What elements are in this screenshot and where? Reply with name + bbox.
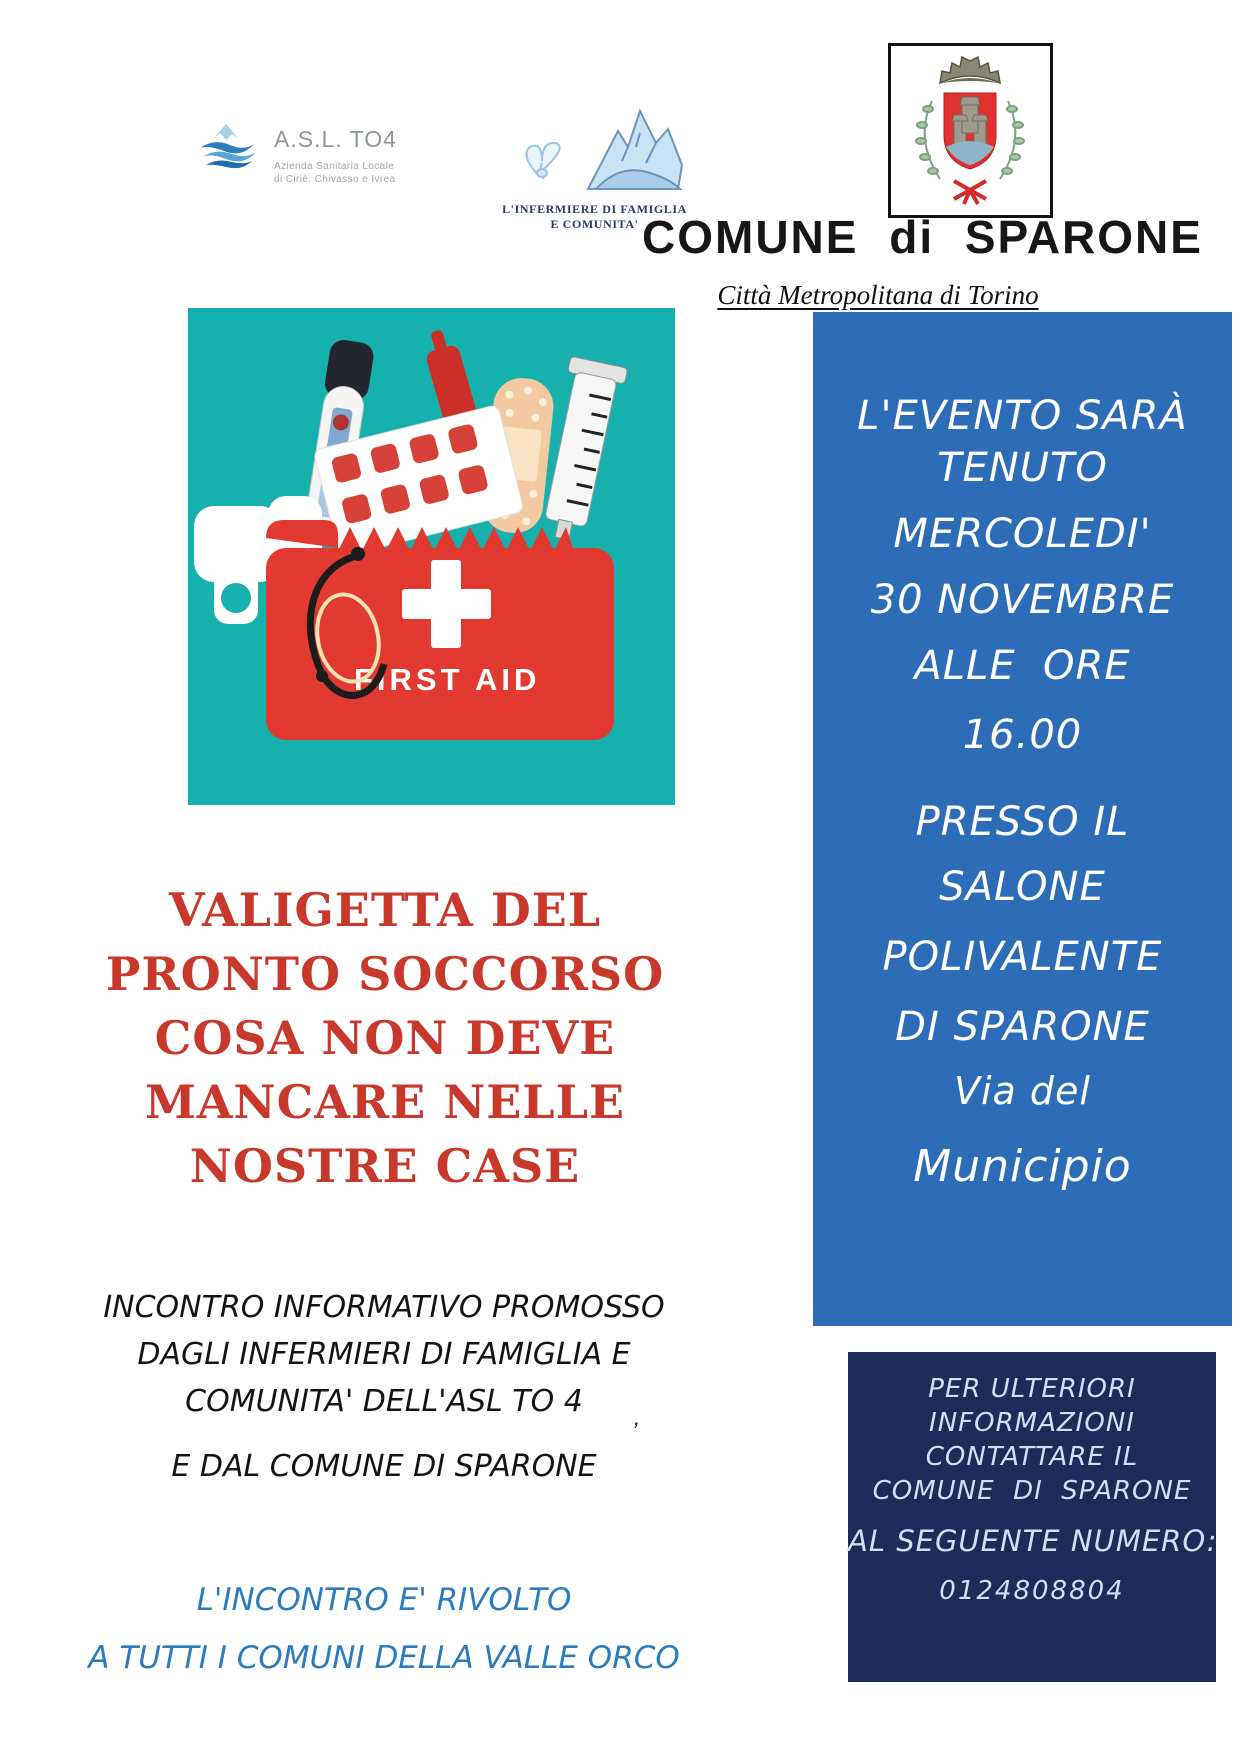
event-line: Via del xyxy=(954,1069,1091,1113)
promo-line: INCONTRO INFORMATIVO PROMOSSO xyxy=(103,1290,665,1325)
info-line: COMUNE DI SPARONE xyxy=(872,1476,1192,1506)
asl-to4-logo xyxy=(196,118,397,186)
event-line: MERCOLEDI' xyxy=(893,511,1152,557)
sparone-coat-of-arms xyxy=(888,43,1053,218)
asl-title: A.S.L. TO4 xyxy=(274,126,397,152)
event-line: SALONE xyxy=(939,864,1106,910)
promo-line: DAGLI INFERMIERI DI FAMIGLIA E xyxy=(137,1337,631,1372)
event-line: Municipio xyxy=(913,1141,1132,1192)
info-line: PER ULTERIORI xyxy=(928,1374,1136,1404)
event-line: TENUTO xyxy=(937,445,1108,491)
asl-waves-icon xyxy=(196,118,260,170)
headline-line: VALIGETTA DEL xyxy=(168,883,602,937)
event-line: 16.00 xyxy=(962,712,1083,758)
audience-line-2: A TUTTI I COMUNI DELLA VALLE ORCO xyxy=(88,1640,680,1676)
asl-subtitle: Azienda Sanitaria Locale di Ciriè, Chivasso e Ivrea xyxy=(274,161,396,185)
info-phone-number: 0124808804 xyxy=(939,1576,1125,1606)
promo-line: E DAL COMUNE DI SPARONE xyxy=(171,1449,597,1484)
info-phone-label: AL SEGUENTE NUMERO: xyxy=(848,1524,1218,1558)
event-line: PRESSO IL xyxy=(915,799,1130,845)
event-line: POLIVALENTE xyxy=(882,934,1163,980)
headline-line: COSA NON DEVE xyxy=(154,1011,616,1065)
event-line: DI SPARONE xyxy=(895,1004,1150,1050)
promo-line: COMUNITA' DELL'ASL TO 4 xyxy=(185,1384,583,1419)
infermiere-logo-text: L'INFERMIERE DI FAMIGLIA E COMUNITA' xyxy=(502,202,687,231)
info-box xyxy=(848,1352,1216,1682)
audience-line-1: L'INCONTRO E' RIVOLTO xyxy=(196,1582,572,1618)
comune-subtitle: Città Metropolitana di Torino xyxy=(717,280,1039,310)
headline-line: PRONTO SOCCORSO xyxy=(105,947,665,1001)
first-aid-illustration xyxy=(188,308,675,805)
headline-line: MANCARE NELLE xyxy=(144,1075,626,1129)
first-aid-label: FIRST AID xyxy=(354,662,541,697)
promo-paragraph xyxy=(78,1284,690,1490)
butterfly-mountains-icon xyxy=(500,103,690,195)
event-box xyxy=(813,312,1232,1326)
asl-text-block xyxy=(274,118,397,186)
shield-icon xyxy=(944,93,996,169)
headline-line: NOSTRE CASE xyxy=(189,1139,581,1193)
event-line: 30 NOVEMBRE xyxy=(870,577,1175,623)
info-line: CONTATTARE IL xyxy=(925,1442,1139,1472)
comune-title: COMUNE di SPARONE xyxy=(642,211,1203,263)
info-line: INFORMAZIONI xyxy=(929,1408,1135,1438)
event-line: L'EVENTO SARÀ xyxy=(857,393,1188,439)
headline xyxy=(88,878,682,1198)
stray-mark: ’ xyxy=(632,1418,638,1445)
event-line: ALLE ORE xyxy=(914,643,1131,689)
